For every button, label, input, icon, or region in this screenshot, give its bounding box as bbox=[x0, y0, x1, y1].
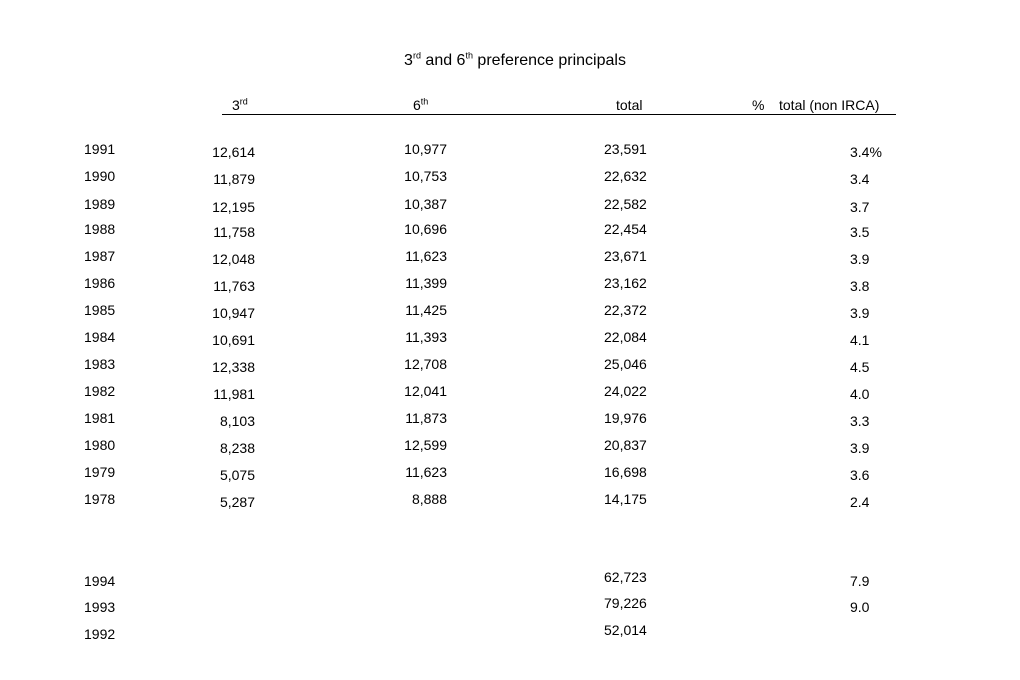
row-3rd-value: 10,691 bbox=[212, 332, 255, 348]
row-year: 1987 bbox=[84, 248, 116, 264]
row-total-value: 19,976 bbox=[604, 410, 647, 426]
row-total-value: 25,046 bbox=[604, 356, 647, 372]
header-6th-number: 6 bbox=[413, 97, 421, 113]
header-total: total bbox=[616, 97, 643, 113]
row-6th-value: 12,708 bbox=[404, 356, 447, 372]
row-percent-value: 3.6 bbox=[850, 467, 870, 483]
row-year: 1992 bbox=[84, 626, 116, 642]
row-total-value: 16,698 bbox=[604, 464, 647, 480]
row-3rd-value: 12,338 bbox=[212, 359, 255, 375]
row-year: 1986 bbox=[84, 275, 116, 291]
row-percent-value: 4.1 bbox=[850, 332, 870, 348]
row-6th-value: 8,888 bbox=[411, 491, 447, 507]
row-percent-value: 3.9 bbox=[850, 251, 870, 267]
row-total-value: 24,022 bbox=[604, 383, 647, 399]
row-6th-value: 10,696 bbox=[404, 221, 447, 237]
row-3rd-value: 5,075 bbox=[219, 467, 255, 483]
row-percent-value: 3.5 bbox=[850, 224, 870, 240]
title-number-1: 3 bbox=[404, 52, 413, 69]
row-year: 1983 bbox=[84, 356, 116, 372]
row-year: 1990 bbox=[84, 168, 116, 184]
header-percent: % bbox=[752, 97, 765, 113]
row-total-value: 14,175 bbox=[604, 491, 647, 507]
row-percent-value: 3.8 bbox=[850, 278, 870, 294]
row-total-value: 20,837 bbox=[604, 437, 647, 453]
row-3rd-value: 11,879 bbox=[213, 171, 255, 187]
row-total-value: 22,372 bbox=[604, 302, 647, 318]
row-total-value: 23,591 bbox=[604, 141, 647, 157]
row-6th-value: 11,425 bbox=[405, 302, 447, 318]
row-percent-value: 9.0 bbox=[850, 599, 870, 615]
row-year: 1989 bbox=[84, 196, 116, 212]
row-percent-value: 4.0 bbox=[850, 386, 870, 402]
row-6th-value: 10,977 bbox=[404, 141, 447, 157]
row-6th-value: 11,399 bbox=[405, 275, 447, 291]
row-percent-value: 3.4 bbox=[850, 171, 870, 187]
row-total-value: 23,671 bbox=[604, 248, 647, 264]
row-percent-value: 7.9 bbox=[850, 573, 870, 589]
header-underline bbox=[222, 114, 896, 115]
row-total-value: 52,014 bbox=[604, 622, 647, 638]
row-3rd-value: 12,048 bbox=[212, 251, 255, 267]
row-year: 1979 bbox=[84, 464, 116, 480]
row-total-value: 22,454 bbox=[604, 221, 647, 237]
row-year: 1991 bbox=[84, 141, 116, 157]
row-6th-value: 11,623 bbox=[405, 464, 447, 480]
header-3rd bbox=[232, 97, 248, 113]
row-3rd-value: 5,287 bbox=[219, 494, 255, 510]
title-superscript-1: rd bbox=[412, 50, 421, 61]
title-middle: and 6 bbox=[420, 52, 466, 69]
row-year: 1994 bbox=[84, 573, 116, 589]
row-percent-value: 3.9 bbox=[850, 305, 870, 321]
row-total-value: 23,162 bbox=[604, 275, 647, 291]
row-percent-value: 3.3 bbox=[850, 413, 870, 429]
row-3rd-value: 8,103 bbox=[219, 413, 255, 429]
row-year: 1982 bbox=[84, 383, 116, 399]
row-3rd-value: 11,981 bbox=[213, 386, 255, 402]
title-rest: preference principals bbox=[472, 52, 626, 69]
row-year: 1981 bbox=[84, 410, 116, 426]
row-year: 1984 bbox=[84, 329, 116, 345]
row-year: 1978 bbox=[84, 491, 116, 507]
row-6th-value: 10,753 bbox=[404, 168, 447, 184]
row-6th-value: 12,599 bbox=[404, 437, 447, 453]
row-year: 1985 bbox=[84, 302, 116, 318]
row-3rd-value: 12,195 bbox=[212, 199, 255, 215]
row-percent-value: 3.4% bbox=[850, 144, 882, 160]
row-percent-value: 3.9 bbox=[850, 440, 870, 456]
header-3rd-superscript: rd bbox=[239, 96, 248, 107]
row-total-value: 22,084 bbox=[604, 329, 647, 345]
row-percent-value: 3.7 bbox=[850, 199, 870, 215]
title-superscript-2: th bbox=[465, 50, 473, 61]
row-year: 1980 bbox=[84, 437, 116, 453]
row-total-value: 22,632 bbox=[604, 168, 647, 184]
row-6th-value: 12,041 bbox=[404, 383, 447, 399]
row-3rd-value: 12,614 bbox=[212, 144, 255, 160]
header-3rd-number: 3 bbox=[232, 97, 240, 113]
row-3rd-value: 11,758 bbox=[213, 224, 255, 240]
row-year: 1993 bbox=[84, 599, 116, 615]
row-6th-value: 11,873 bbox=[405, 410, 447, 426]
row-percent-value: 2.4 bbox=[850, 494, 870, 510]
row-total-value: 22,582 bbox=[604, 196, 647, 212]
page-title bbox=[0, 52, 1020, 70]
row-total-value: 79,226 bbox=[604, 595, 647, 611]
row-6th-value: 11,393 bbox=[405, 329, 447, 345]
row-3rd-value: 8,238 bbox=[219, 440, 255, 456]
header-6th-superscript: th bbox=[420, 96, 429, 107]
row-3rd-value: 10,947 bbox=[212, 305, 255, 321]
row-6th-value: 10,387 bbox=[404, 196, 447, 212]
row-6th-value: 11,623 bbox=[405, 248, 447, 264]
row-total-value: 62,723 bbox=[604, 569, 647, 585]
row-percent-value: 4.5 bbox=[850, 359, 870, 375]
header-total-non-irca: total (non IRCA) bbox=[779, 97, 880, 113]
row-3rd-value: 11,763 bbox=[213, 278, 255, 294]
header-6th bbox=[413, 97, 428, 113]
row-year: 1988 bbox=[84, 221, 116, 237]
